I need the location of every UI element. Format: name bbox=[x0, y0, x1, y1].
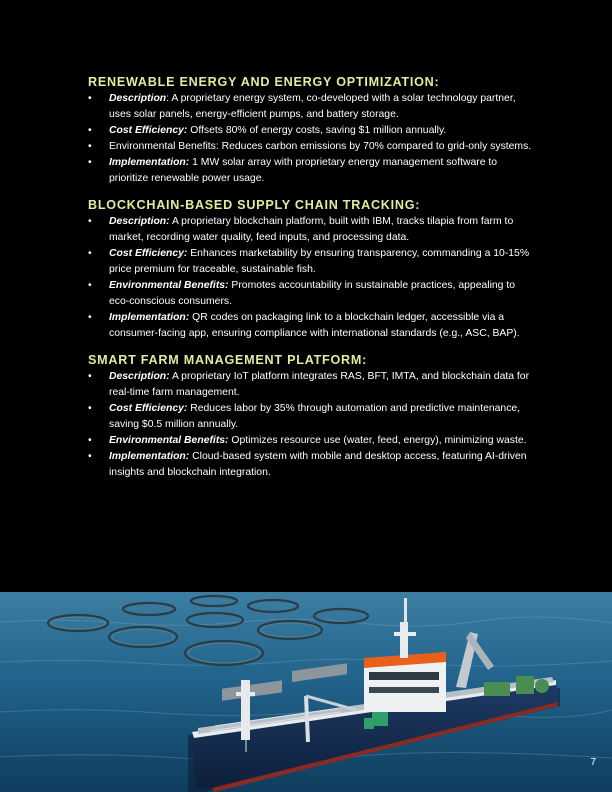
bullet-icon: • bbox=[88, 141, 92, 152]
bullet-item bbox=[88, 278, 538, 310]
item-text: Offsets 80% of energy costs, saving $1 million annually. bbox=[187, 125, 447, 136]
item-label: Cost Efficiency: bbox=[109, 125, 188, 136]
bullet-item bbox=[88, 433, 538, 449]
item-text: Optimizes resource use (water, feed, energy), minimizing waste. bbox=[228, 435, 527, 446]
bullet-icon: • bbox=[88, 93, 92, 104]
bullet-item bbox=[88, 449, 538, 481]
item-text: A proprietary blockchain platform, built with IBM, tracks tilapia from farm to market, recording water quality, feed inputs, and processing data. bbox=[109, 216, 514, 243]
item-text: Enhances marketability by ensuring transparency, commanding a 10-15% price premium for traceable, sustainable fish. bbox=[109, 248, 530, 275]
bullet-icon: • bbox=[88, 248, 92, 259]
page-number: 7 bbox=[590, 757, 596, 768]
section-heading: SMART FARM MANAGEMENT PLATFORM: bbox=[88, 353, 368, 367]
bullet-icon: • bbox=[88, 312, 92, 323]
item-label: Description bbox=[109, 93, 167, 104]
bullet-item bbox=[88, 155, 538, 187]
bullet-item bbox=[88, 246, 538, 278]
bullet-icon: • bbox=[88, 125, 92, 136]
item-text: : A proprietary energy system, co-developed with a solar technology partner, uses solar panels, energy-efficient pumps, and battery storage. bbox=[109, 93, 516, 120]
item-text: Reduces labor by 35% through automation and predictive maintenance, saving $0.5 million annually. bbox=[109, 403, 521, 430]
item-label: Cost Efficiency: bbox=[109, 403, 188, 414]
item-text: 1 MW solar array with proprietary energy management software to prioritize renewable power usage. bbox=[109, 157, 498, 184]
item-label: Implementation: bbox=[109, 451, 190, 462]
item-text: Promotes accountability in sustainable practices, appealing to eco-conscious consumers. bbox=[109, 280, 515, 307]
section-2 bbox=[88, 197, 538, 342]
section-heading: BLOCKCHAIN-BASED SUPPLY CHAIN TRACKING: bbox=[88, 198, 421, 212]
bullet-item bbox=[88, 401, 538, 433]
item-label: Environmental Benefits: bbox=[109, 280, 229, 291]
bullet-item bbox=[88, 139, 538, 155]
bullet-icon: • bbox=[88, 435, 92, 446]
item-label: Implementation: bbox=[109, 157, 190, 168]
bullet-icon: • bbox=[88, 280, 92, 291]
item-label: Description: bbox=[109, 371, 170, 382]
bullet-item bbox=[88, 214, 538, 246]
item-text: Environmental Benefits: Reduces carbon emissions by 70% compared to grid-only systems. bbox=[109, 141, 532, 152]
bullet-icon: • bbox=[88, 451, 92, 462]
section-3 bbox=[88, 352, 538, 481]
bullet-icon: • bbox=[88, 216, 92, 227]
item-label: Description: bbox=[109, 216, 170, 227]
bullet-icon: • bbox=[88, 371, 92, 382]
item-label: Cost Efficiency: bbox=[109, 248, 188, 259]
bullet-item bbox=[88, 123, 538, 139]
aquaculture-ship-photo bbox=[0, 592, 612, 792]
item-text: Cloud-based system with mobile and desktop access, featuring AI-driven insights and blockchain integration. bbox=[109, 451, 527, 478]
section-1 bbox=[88, 74, 538, 187]
bullet-icon: • bbox=[88, 403, 92, 414]
bullet-item bbox=[88, 369, 538, 401]
bullet-item bbox=[88, 91, 538, 123]
item-label: Environmental Benefits: bbox=[109, 435, 229, 446]
bullet-icon: • bbox=[88, 157, 92, 168]
section-heading: RENEWABLE ENERGY AND ENERGY OPTIMIZATION: bbox=[88, 75, 440, 89]
item-label: Implementation: bbox=[109, 312, 190, 323]
item-text: A proprietary IoT platform integrates RAS, BFT, IMTA, and blockchain data for real-time farm management. bbox=[109, 371, 530, 398]
main-content bbox=[88, 74, 538, 491]
item-text: QR codes on packaging link to a blockchain ledger, accessible via a consumer-facing app, ensuring compliance with international standards (e.g., ASC, BAP). bbox=[109, 312, 520, 339]
bullet-item bbox=[88, 310, 538, 342]
